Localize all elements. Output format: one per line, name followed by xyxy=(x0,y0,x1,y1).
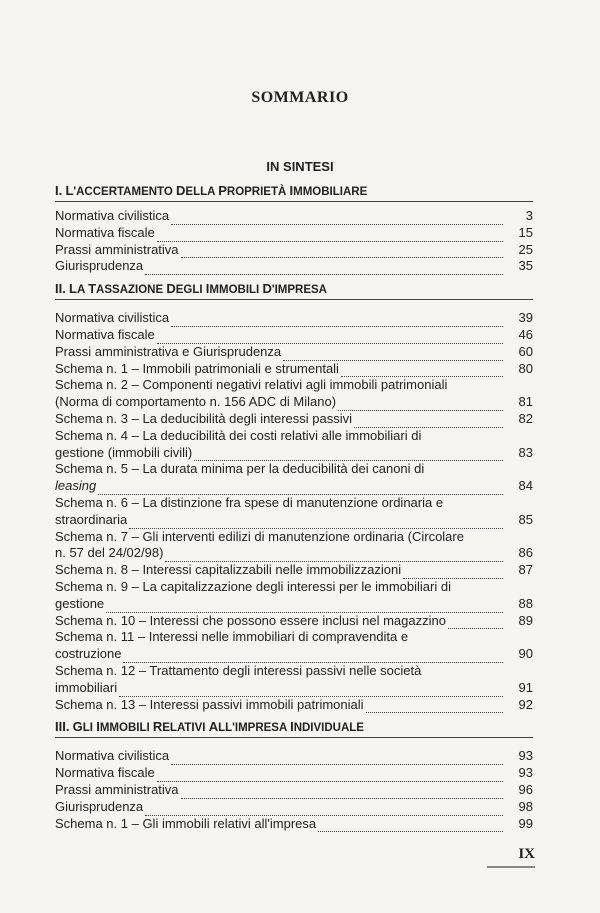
page-number: IX xyxy=(518,846,535,862)
toc-entry-line: Schema n. 9 – La capitalizzazione degli interessi per le immobiliari di xyxy=(55,578,451,594)
toc-entry-page: 93 xyxy=(518,748,533,764)
toc-entry-page: 46 xyxy=(518,326,533,342)
toc-entry-page: 83 xyxy=(518,444,533,460)
dot-leader xyxy=(106,600,503,613)
dot-leader xyxy=(318,819,503,832)
section-heading xyxy=(55,719,533,738)
toc-entry xyxy=(55,258,533,275)
toc-entry-page: 15 xyxy=(518,224,533,240)
page-title: SOMMARIO xyxy=(251,89,349,106)
dot-leader xyxy=(194,448,503,461)
toc-entry xyxy=(55,613,533,630)
section-title: GLI IMMOBILI RELATIVI ALL'IMPRESA INDIVIDUALE xyxy=(72,719,364,735)
toc-entry-title: Normativa fiscale xyxy=(55,326,155,342)
toc-entry-page: 87 xyxy=(518,562,533,578)
dot-leader xyxy=(181,786,503,799)
toc-entry-title: Normativa civilistica xyxy=(55,208,170,223)
toc-entry-line: Schema n. 6 – La distinzione fra spese di manutenzione ordinaria e xyxy=(55,494,444,510)
toc-entry xyxy=(55,680,533,697)
toc-entry xyxy=(55,545,533,562)
toc-entry-page: 99 xyxy=(518,815,533,831)
toc-entry xyxy=(55,478,533,495)
dot-leader xyxy=(157,331,503,344)
toc-entry xyxy=(55,344,533,361)
toc-entry xyxy=(55,765,533,782)
toc-entry xyxy=(55,445,533,462)
toc-entry xyxy=(55,697,533,714)
toc-entry-line: Schema n. 11 – Interessi nelle immobiliari di compravendita e xyxy=(55,629,409,645)
toc-entry xyxy=(55,225,533,242)
dot-leader xyxy=(366,700,503,713)
toc-entry xyxy=(55,782,533,799)
toc-entry-page: 93 xyxy=(518,765,533,781)
toc-entry-page: 89 xyxy=(518,612,533,628)
dot-leader xyxy=(171,752,503,765)
toc-entry-title: Normativa civilistica xyxy=(55,310,170,326)
dot-leader xyxy=(165,549,503,562)
dot-leader xyxy=(448,616,503,629)
toc-entry xyxy=(55,361,533,378)
toc-entry-title: (Norma di comportamento n. 156 ADC di Milano) xyxy=(55,394,337,410)
dot-leader xyxy=(98,482,503,495)
dot-leader xyxy=(157,769,503,782)
toc-entry-page: 25 xyxy=(518,241,533,257)
toc-entry-page: 92 xyxy=(518,696,533,712)
toc-entry-page: 91 xyxy=(518,679,533,695)
toc-entry-page: 84 xyxy=(518,478,533,494)
toc-entry-page: 90 xyxy=(518,646,533,662)
toc-entry xyxy=(55,799,533,816)
dot-leader xyxy=(181,245,503,258)
toc-entry-page: 85 xyxy=(518,511,533,527)
toc-entry-title: costruzione xyxy=(55,646,122,662)
toc-entry-title: straordinaria xyxy=(55,511,128,527)
toc-entry-title: Normativa fiscale xyxy=(55,765,155,781)
section-heading xyxy=(55,183,533,202)
dot-leader xyxy=(171,314,503,327)
toc-entry-title: Schema n. 10 – Interessi che possono essere inclusi nel magazzino xyxy=(55,612,446,628)
toc-entry xyxy=(55,596,533,613)
toc-entry-title: Schema n. 13 – Interessi passivi immobili patrimoniali xyxy=(55,696,364,712)
toc-entry-title: Schema n. 3 – La deducibilità degli interessi passivi xyxy=(55,410,353,426)
toc-entry xyxy=(55,411,533,428)
dot-leader xyxy=(145,803,503,816)
toc-entry-title: gestione xyxy=(55,595,105,611)
toc-entry-page: 98 xyxy=(518,798,533,814)
toc-entry-title: Giurisprudenza xyxy=(55,258,144,274)
toc-entry-page: 35 xyxy=(518,258,533,274)
toc-entry-line: Schema n. 4 – La deducibilità dei costi relativi alle immobiliari di xyxy=(55,427,422,443)
toc-entry-title: Schema n. 8 – Interessi capitalizzabili nelle immobilizzazioni xyxy=(55,562,402,578)
toc-entry-page: 60 xyxy=(518,343,533,359)
dot-leader xyxy=(403,566,503,579)
dot-leader xyxy=(171,212,503,225)
page-number-rule xyxy=(487,866,535,868)
section-numeral: III. xyxy=(55,719,70,735)
toc-entry-title: gestione (immobili civili) xyxy=(55,444,193,460)
toc-entry xyxy=(55,394,533,411)
toc-entry-title: Prassi amministrativa xyxy=(55,781,179,797)
toc-entry-page: 39 xyxy=(518,310,533,326)
toc-entry xyxy=(55,646,533,663)
toc-entry-page: 86 xyxy=(518,545,533,561)
section-numeral: I. xyxy=(55,183,63,198)
toc-entry xyxy=(55,512,533,529)
dot-leader xyxy=(157,229,503,242)
toc-entry-title: leasing xyxy=(55,478,97,494)
toc-entry-title: Prassi amministrativa xyxy=(55,241,179,257)
toc-entry-page: 88 xyxy=(518,595,533,611)
toc-entry-page: 3 xyxy=(525,208,533,223)
section-title: LA TASSAZIONE DEGLI IMMOBILI D'IMPRESA xyxy=(69,281,327,297)
toc-entry-page: 82 xyxy=(518,410,533,426)
toc-entry-line: Schema n. 2 – Componenti negativi relativi agli immobili patrimoniali xyxy=(55,377,448,393)
dot-leader xyxy=(123,650,503,663)
dot-leader xyxy=(119,684,503,697)
toc-entry-title: Schema n. 1 – Gli immobili relativi all'impresa xyxy=(55,815,317,831)
section-title: L'ACCERTAMENTO DELLA PROPRIETÀ IMMOBILIARE xyxy=(65,183,368,198)
toc-entry xyxy=(55,242,533,259)
toc-entry xyxy=(55,208,533,225)
toc-entry-title: Prassi amministrativa e Giurisprudenza xyxy=(55,343,282,359)
dot-leader xyxy=(354,415,503,428)
toc-entry xyxy=(55,327,533,344)
toc-entry-page: 80 xyxy=(518,360,533,376)
section-heading xyxy=(55,281,533,300)
toc-entry-page: 81 xyxy=(518,394,533,410)
dot-leader xyxy=(145,262,503,275)
toc-entry-title: Giurisprudenza xyxy=(55,798,144,814)
toc-entry-title: Normativa civilistica xyxy=(55,748,170,764)
dot-leader xyxy=(341,364,503,377)
toc-entry xyxy=(55,562,533,579)
toc-entry-title: Normativa fiscale xyxy=(55,224,155,240)
toc-entry-line: Schema n. 12 – Trattamento degli interessi passivi nelle società xyxy=(55,662,422,678)
toc-entry xyxy=(55,816,533,833)
dot-leader xyxy=(283,348,503,361)
toc-entry-line: Schema n. 7 – Gli interventi edilizi di manutenzione ordinaria (Circolare xyxy=(55,528,464,544)
toc-entry-title: immobiliari xyxy=(55,679,118,695)
dot-leader xyxy=(129,516,503,529)
toc-entry xyxy=(55,748,533,765)
toc-entry-page: 96 xyxy=(518,781,533,797)
section-numeral: II. xyxy=(55,281,66,297)
section-subtitle: IN SINTESI xyxy=(266,159,334,174)
toc-entry xyxy=(55,310,533,327)
toc-entry-title: n. 57 del 24/02/98) xyxy=(55,545,164,561)
dot-leader xyxy=(338,398,503,411)
toc-entry-title: Schema n. 1 – Immobili patrimoniali e strumentali xyxy=(55,360,339,376)
table-of-contents xyxy=(55,183,533,832)
toc-entry-line: Schema n. 5 – La durata minima per la deducibilità dei canoni di xyxy=(55,461,425,477)
